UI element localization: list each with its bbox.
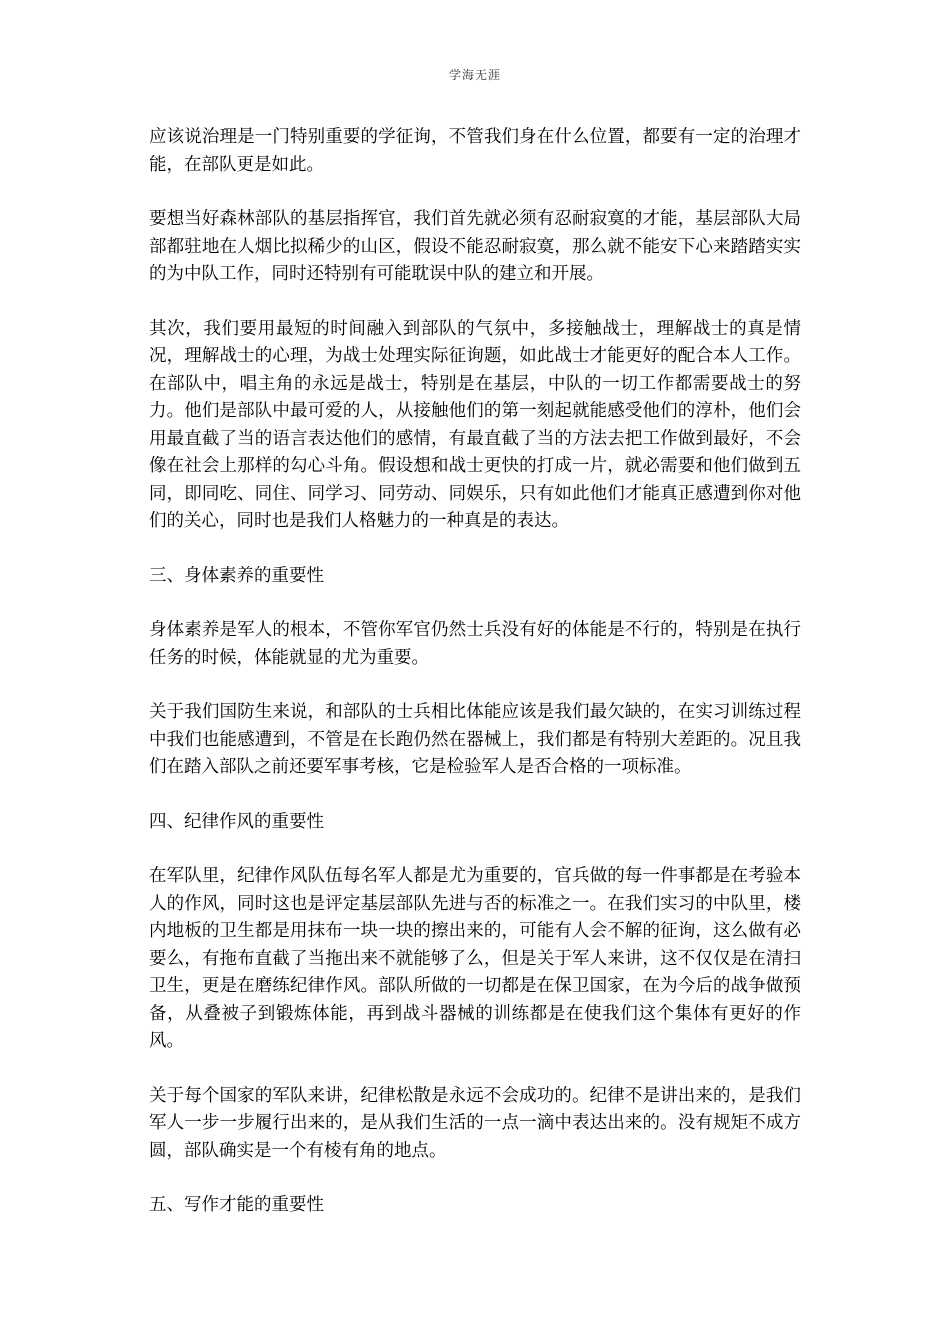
section-heading-discipline: 四、纪律作风的重要性 [149,811,324,832]
paragraph-integrate-with-soldiers: 其次，我们要用最短的时间融入到部队的气氛中，多接触战士，理解战士的真是情况，理解战士的心理，为战士处理实际征询题，如此战士才能更好的配合本人工作。在部队中，唱主角的永远是战士，特别是在基层，中队的一切工作都需要战士的努力。他们是部队中最可爱的人，从接触他们的第一刻起就能感受他们的淳朴，他们会用最直截了当的语言表达他们的感情，有最直截了当的方法去把工作做到最好，不会像在社会上那样的勾心斗角。假设想和战士更快的打成一片，就必需要和他们做到五同，即同吃、同住、同学习、同劳动、同娱乐，只有如此他们才能真正感遭到你对他们的关心，同时也是我们人格魅力的一种真是的表达。 [149,318,801,531]
document-body [149,124,801,1247]
section-heading-writing: 五、写作才能的重要性 [149,1195,324,1215]
paragraph-fitness-gap: 关于我们国防生来说，和部队的士兵相比体能应该是我们最欠缺的，在实习训练过程中我们也能感遭到，不管是在长跑仍然在器械上，我们都是有特别大差距的。况且我们在踏入部队之前还要军事考核，它是检验军人是否合格的一项标准。 [149,702,801,777]
paragraph-discipline-success: 关于每个国家的军队来讲，纪律松散是永远不会成功的。纪律不是讲出来的，是我们军人一步一步履行出来的，是从我们生活的一点一滴中表达出来的。没有规矩不成方圆，部队确实是一个有棱有角的地点。 [149,1085,801,1161]
paragraph-endure-loneliness: 要想当好森林部队的基层指挥官，我们首先就必须有忍耐寂寞的才能，基层部队大局部都驻地在人烟比拟稀少的山区，假设不能忍耐寂寞，那么就不能安下心来踏踏实实的为中队工作，同时还特别有可能耽误中队的建立和开展。 [149,209,801,284]
section-heading-physical-fitness: 三、身体素养的重要性 [149,565,324,586]
paragraph-fitness-foundation: 身体素养是军人的根本，不管你军官仍然士兵没有好的体能是不行的，特别是在执行任务的时候，体能就显的尤为重要。 [149,620,801,668]
paragraph-discipline-style: 在军队里，纪律作风队伍每名军人都是尤为重要的，官兵做的每一件事都是在考验本人的作风，同时这也是评定基层部队先进与否的标准之一。在我们实习的中队里，楼内地板的卫生都是用抹布一块一块的擦出来的，可能有人会不解的征询，这么做有必要么，有拖布直截了当拖出来不就能够了么，但是关于军人来讲，这不仅仅是在清扫卫生，更是在磨练纪律作风。部队所做的一切都是在保卫国家，在为今后的战争做预备，从叠被子到锻炼体能，再到战斗器械的训练都是在使我们这个集体有更好的作风。 [149,866,801,1051]
paragraph-management: 应该说治理是一门特别重要的学征询，不管我们身在什么位置，都要有一定的治理才能，在部队更是如此。 [149,127,801,175]
page-header: 学海无涯 [448,68,501,82]
